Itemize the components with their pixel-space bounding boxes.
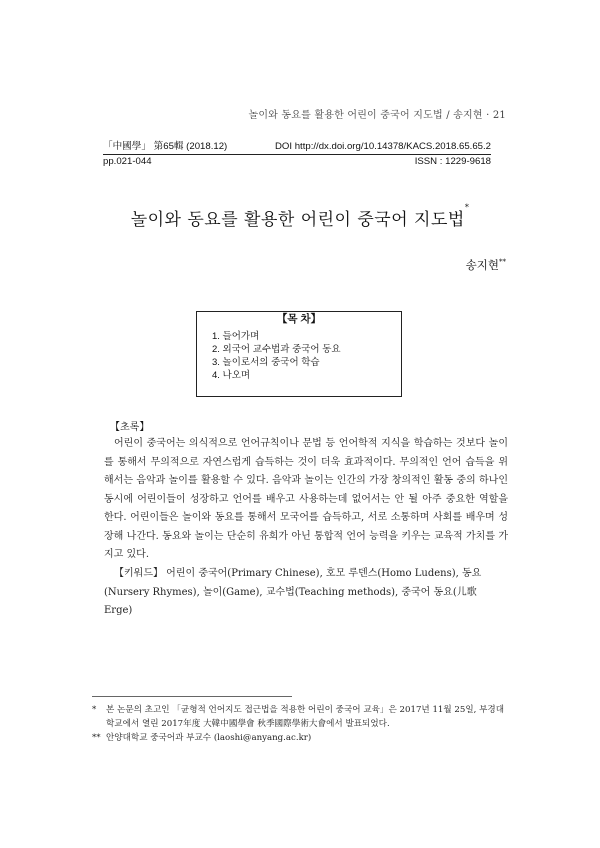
issn: ISSN : 1229-9618 [414, 156, 491, 167]
abstract-text: 어린이 중국어는 의식적으로 언어규칙이나 문법 등 언어학적 지식을 학습하는 것보다 놀이를 통해서 무의적으로 자연스럽게 습득하는 것이 더욱 효과적이다. 무의적인 언어 습득을 위해서는 음악과 놀이를 활용할 수 있다. 음악과 놀이는 인간의 가장 창의적인 활동 중의 하나인 동시에 어린이들이 성장하고 언어를 배우고 사용하는데 없어서는 안 될 아주 중요한 역할을 한다. 어린이들은 놀이와 동요를 통해서 모국어를 습득하고, 서로 소통하며 사회를 배우며 성장해 나간다. 동요와 놀이는 단순히 유희가 아닌 통합적 언어 능력을 키우는 교육적 가치를 가지고 있다. [104, 438, 508, 560]
keywords-label: 【키워드】 [114, 568, 163, 579]
footnote [92, 731, 512, 745]
author [466, 257, 506, 273]
table-of-contents [196, 311, 402, 397]
keywords [104, 565, 508, 621]
toc-item: 1. 들어가며 [212, 331, 260, 342]
toc-item: 3. 놀이로서의 중국어 학습 [212, 357, 320, 368]
footnote-rule [92, 696, 292, 697]
footnote-text: 본 논문의 초고인 「균형적 언어지도 접근법을 적용한 어린이 중국어 교육」은 2017년 11월 25일, 부경대학교에서 열린 2017年度 大韓中國學會 秋季國際學術大會에서 발표되었다. [106, 705, 505, 729]
title-text: 놀이와 동요를 활용한 어린이 중국어 지도법 [130, 210, 465, 230]
abstract-label: 【초록】 [110, 422, 150, 433]
footnote-mark: ** [92, 733, 101, 743]
footnote-text: 안양대학교 중국어과 부교수 (laoshi@anyang.ac.kr) [106, 733, 312, 743]
author-name: 송지현 [465, 258, 499, 272]
toc-item: 4. 나오며 [212, 370, 251, 381]
doi[interactable]: DOI http://dx.doi.org/10.14378/KACS.2018.65.65.2 [274, 141, 491, 152]
footnotes [92, 703, 512, 745]
footnote-mark: * [92, 705, 97, 715]
footnote [92, 703, 512, 731]
keywords-text: 어린이 중국어(Primary Chinese), 호모 루덴스(Homo Ludens), 동요(Nursery Rhymes), 놀이(Game), 교수법(Teaching methods), 중국어 동요(儿歌 Erge) [104, 568, 482, 616]
toc-item: 2. 외국어 교수법과 중국어 동요 [212, 344, 341, 355]
page-range: pp.021-044 [103, 156, 152, 167]
running-header: 놀이와 동요를 활용한 어린이 중국어 지도법 / 송지현 · 21 [248, 110, 506, 121]
toc-heading: 【목 차】 [273, 313, 325, 325]
author-footnote-mark: ** [499, 258, 506, 267]
toc-list [212, 330, 341, 382]
title-footnote-mark: * [464, 203, 470, 212]
journal-citation: 「中國學」 第65輯 (2018.12) [103, 141, 228, 152]
journal-info [103, 140, 491, 168]
paper-title [0, 205, 600, 230]
